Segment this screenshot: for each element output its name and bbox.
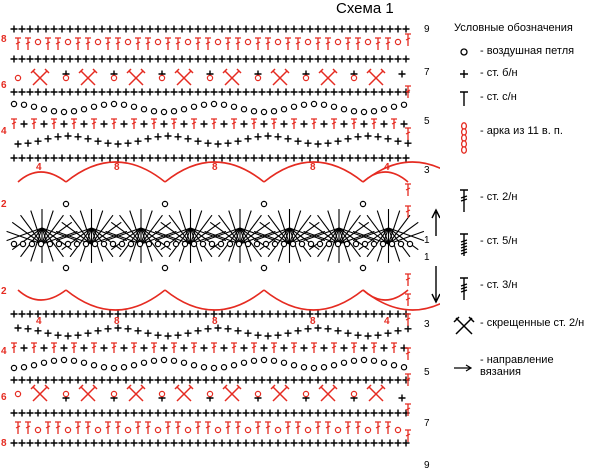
- bottom-row-8: [11, 410, 410, 435]
- legend-label: - арка из 11 в. п.: [480, 125, 563, 137]
- legend-label: - ст. 5/н: [480, 235, 518, 247]
- row-number-right: 1: [424, 235, 430, 246]
- legend-item: [450, 276, 600, 296]
- top-row-3: [11, 155, 441, 183]
- legend-item: [450, 88, 600, 108]
- row-number-left: 2: [1, 286, 7, 297]
- legend-item: [450, 64, 600, 84]
- row-number-right: 5: [424, 367, 430, 378]
- arch-label: 8: [212, 316, 218, 327]
- legend-label: - направление вязания: [480, 354, 554, 378]
- top-row-4: [11, 101, 412, 147]
- bottom-row-4: [11, 325, 412, 371]
- arch-label: 4: [384, 316, 390, 327]
- legend-label: - ст. 2/н: [480, 191, 518, 203]
- row-number-left: 4: [1, 346, 7, 357]
- bottom-row-6: [11, 377, 410, 402]
- row-number-right: 9: [424, 460, 430, 471]
- legend-label: - скрещенные ст. 2/н: [480, 317, 585, 329]
- arch-label: 8: [310, 162, 316, 173]
- quintuple-crochet-icon: [450, 232, 480, 272]
- arch-label: 8: [310, 316, 316, 327]
- row-number-right: 7: [424, 418, 430, 429]
- row-number-left: 8: [1, 34, 7, 45]
- row-number-right: 1: [424, 252, 430, 263]
- treble-crochet-icon: [450, 276, 480, 316]
- row-number-left: 2: [1, 199, 7, 210]
- direction-arrow-icon: [450, 358, 480, 398]
- arch-label: 8: [212, 162, 218, 173]
- legend-item: [450, 314, 600, 334]
- legend-label: - ст. 3/н: [480, 279, 518, 291]
- arch-label: 4: [36, 316, 42, 327]
- legend-item: [450, 42, 600, 62]
- legend-item: [450, 188, 600, 208]
- legend-item: [450, 354, 600, 378]
- row-number-right: 9: [424, 24, 430, 35]
- row-number-right: 3: [424, 319, 430, 330]
- row-number-left: 4: [1, 126, 7, 137]
- scheme-title: Схема 1: [336, 0, 394, 17]
- row-number-left: 6: [1, 392, 7, 403]
- legend-item: [450, 122, 600, 142]
- row-number-right: 5: [424, 116, 430, 127]
- bottom-row-9: [11, 440, 410, 447]
- row-number-left: 6: [1, 80, 7, 91]
- bottom-row-3: [11, 290, 441, 318]
- row-number-right: 7: [424, 67, 430, 78]
- legend-label: - воздушная петля: [480, 45, 575, 57]
- legend-title: Условные обозначения: [454, 22, 573, 34]
- top-row-8: [11, 38, 410, 63]
- arch-label: 4: [384, 162, 390, 173]
- legend-item: [450, 232, 600, 252]
- arch-label: 8: [114, 316, 120, 327]
- crossed-double-crochet-icon: [450, 314, 480, 354]
- legend-label: - ст. с/н: [480, 91, 517, 103]
- arch-label: 4: [36, 162, 42, 173]
- top-row-6: [11, 69, 410, 96]
- legend-label: - ст. б/н: [480, 67, 518, 79]
- double-crochet-icon: [450, 188, 480, 228]
- arch-label: 8: [114, 162, 120, 173]
- arch-11-chain-icon: [450, 122, 480, 162]
- row-number-left: 8: [1, 438, 7, 449]
- direction-arrows: [432, 210, 440, 302]
- top-row-9: [11, 26, 410, 33]
- row-number-right: 3: [424, 165, 430, 176]
